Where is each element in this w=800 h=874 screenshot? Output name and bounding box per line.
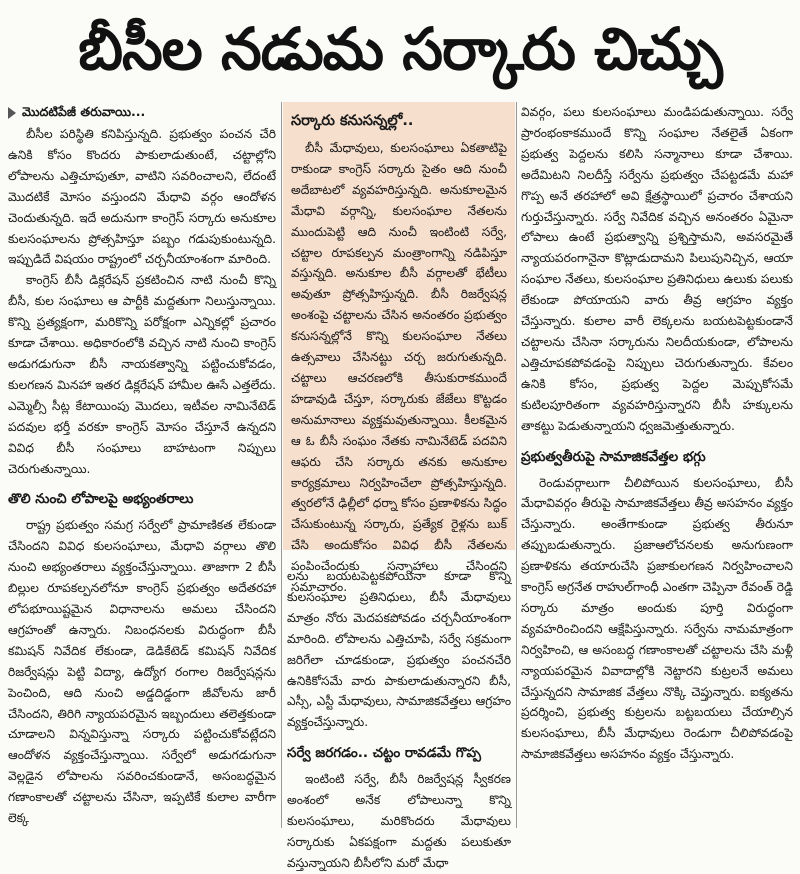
- headline: బీసీల నడుమ సర్కారు చిచ్చు: [78, 15, 722, 83]
- paragraph: వివర్గం, పలు కులసంఘాలు మండిపడుతున్నాయి. సర్వే ప్రారంభంకాకముందే కొన్ని సంఘాల నేతలైతే ఏకంగా ప్రభుత్వ పెద్దలను కలిసి సన్మానాలు కూడా చేశాయి. అదేమిటని నిలదీస్తే సర్వేను ప్రభుత్వం చేపట్టడమే మహా గొప్ప అనే తరహాలో అవి క్షేత్రస్థాయిలో ప్రచారం చేశాయని గుర్తుచేస్తున్నారు. సర్వే నివేదిక వచ్చిన అనంతరం ఏమైనా లోపాలు ఉంటే ప్రభుత్వాన్ని ప్రశ్నిస్తామని, అవసరమైతే న్యాయపరంగానైనా కొట్లాడుదామని పిలుపునిచ్చిన, ఆయా సంఘాల నేతలు, కులసంఘాల ప్రతినిధులు ఉలుకు పలుకు లేకుండా పోయాయని వారు తీవ్ర ఆగ్రహం వ్యక్తం చేస్తున్నారు. కులాల వారీ లెక్కలను బయటపెట్టకుండానే చట్టాలను చేసినా సర్కారును నిలదీయకుండా, లోపాలను ఎత్తిచూపకపోవడంపై నిప్పులు చెరుగుతున్నారు. కేవలం ఉనికి కోసం, ప్రభుత్వ పెద్దల మెప్పుకోసమే కుటిలపూరితంగా వ్యవహరిస్తున్నారని బీసీ హక్కులను తాకట్టు పెడుతున్నాయని ధ్వజమెత్తుతున్నారు.: [521, 105, 793, 433]
- paragraph: కాంగ్రెస్ బీసీ డిక్లరేషన్ ప్రకటించిన నాటి నుంచీ కొన్ని బీసీ, కుల సంఘాలు ఆ పార్టీకి మద్దతుగా నిలుస్తున్నాయి. కొన్ని ప్రత్యక్షంగా, మరికొన్ని పరోక్షంగా ఎన్నికల్లో ప్రచారం కూడా చేశాయి. అధికారంలోకి వచ్చిన నాటి నుంచి కాంగ్రెస్ అడుగడుగునా బీసీ నాయకత్వాన్ని పట్టించుకోవడం, కులగణన మినహా ఇతర డిక్లరేషన్ హామీల ఊసే ఎత్తలేదు. ఎమ్మెల్సీ సీట్ల కేటాయింపు మొదలు, ఇటీవల నామినేటెడ్ పదవుల భర్తీ వరకూ కాంగ్రెస్ మోసం చేస్తూనే ఉన్నదని వివిధ బీసీ సంఘాలు బాహటంగా నిప్పులు చెరుగుతున్నాయి.: [8, 273, 276, 476]
- paragraph: రాష్ట్ర ప్రభుత్వం సమగ్ర సర్వేలో ప్రామాణికత లేకుండా చేసిందని వివిధ కులసంఘాలు, మేధావి వర్గాలు తొలి నుంచి అభ్యంతరాలు వ్యక్తంచేస్తున్నాయి. తాజాగా 2 బీసీ బిల్లుల రూపకల్పనలోనూ కాంగ్రెస్ ప్రభుత్వం అదేతరహా లోపభూయిష్టమైన విధానాలను అమలు చేసిందని ఆగ్రహంతో ఉన్నారు. నిబంధనలకు విరుద్ధంగా బీసీ కమిషన్ నివేదిక లేకుండా, డెడికేటెడ్ కమిషన్ నివేదిక రిజర్వేషన్లు పెట్టి విద్యా, ఉద్యోగ రంగాల రిజర్వేషన్లను పెంచింది, ఆది నుంచి అడ్డదిడ్డంగా జీవోలను జారీ చేసిందని, తిరిగి న్యాయపరమైన ఇబ్బందులు తలెత్తకుండా చూడాలని విన్నవిస్తున్నా సర్కారు పట్టించుకోవట్లేదని ఆందోళన వ్యక్తంచేస్తున్నాయి. సర్వేలో అడుగడుగునా వెల్లడైన లోపాలను సవరించకుండానే, అసంబద్ధమైన గణాంకాలతో చట్టాలను చేసినా, ఇప్పటికే కులాల వారీగా లెక్క: [8, 518, 276, 826]
- column-divider-left: [281, 102, 282, 828]
- paragraph: రెండువర్గాలుగా చీలిపోయిన కులసంఘాలు, బీసీ మేధావివర్గం తీరుపై సామాజికవేత్తలు తీవ్ర అసహనం వ్యక్తం చేస్తున్నారు. అంతేగాకుండా ప్రభుత్వ తీరునూ తప్పుబడుతున్నారు. ప్రజాఆలోచనలకు అనుగుణంగా ప్రణాళికను తయారుచేసి ప్రజాకులగణన నిర్వహించాలని కాంగ్రెస్ అగ్రనేత రాహుల్‌గాంధీ ఎంతగా చెప్పినా రేవంత్ రెడ్డి సర్కారు మాత్రం అందుకు పూర్తి విరుద్ధంగా వ్యవహరించిందని ఆక్షేపిస్తున్నారు. సర్వేను నామమాత్రంగా నిర్వహించి, ఆ అసంబద్ధ గణాంకాలతో చట్టాలను చేసి మళ్లీ న్యాయపరమైన వివాదాల్లోకి నెట్టారని కుట్రలనే అమలు చేస్తున్నదని సామాజిక వేత్తలు నొక్కి చెప్తున్నారు. ఐక్యతను ప్రదర్శించి, ప్రభుత్వ కుట్రలను బట్టబయలు చేయాల్సిన కులసంఘాలు, బీసీ మేధావులు రెండుగా చీలిపోవడంపై సామాజికవేత్తలు అసహనం వ్యక్తం చేస్తున్నారు.: [521, 475, 793, 762]
- paragraph: ఇంటింటి సర్వే, బీసీ రిజర్వేషన్ల స్వీకరణ అంశంలో అనేక లోపాలున్నా కొన్ని కులసంఘాలు, మరికొందరు మేధావులు సర్కారుకు ఏకపక్షంగా మద్దతు పలుకుతూ వస్తున్నాయని బీసీలోని మరో మేధా: [287, 772, 511, 870]
- subheading: ప్రభుత్వతీరుపై సామాజికవేత్తల భగ్గు: [521, 448, 706, 465]
- continuation-kicker: [8, 102, 276, 122]
- subheading: తొలి నుంచి లోపాలపై అభ్యంతరాలు: [8, 491, 194, 508]
- column-3: [521, 102, 793, 828]
- column-1: [8, 102, 276, 828]
- paragraph: బీసీల పరిస్థితి కనిపిస్తున్నది. ప్రభుత్వం పంచన చేరి ఉనికి కోసం కొందరు పాకులాడుతుంటే, చట్టాల్లోని లోపాలను ఎత్తిచూపుతూ, వాటిని సవరించాలని, లేదంటే మొదటికే మోసం వస్తుందని మేధావి వర్గం ఆందోళన చెందుతున్నది. ఇదే అదునుగా కాంగ్రెస్ సర్కారు అనుకూల కులసంఘాలను ప్రోత్సహిస్తూ పబ్బం గడుపుకుంటున్నది. ఇప్పుడిదే విషయం రాష్ట్రంలో చర్చనీయాంశంగా మారింది.: [8, 127, 276, 267]
- paragraph: లను బయటపెట్టకపోయినా కూడా కొన్ని కులసంఘాల ప్రతినిధులు, బీసీ మేధావులు మాత్రం నోరు మెదపకపోవడం చర్చనీయాంశంగా మారింది. లోపాలను ఎత్తిచూపి, సర్వే సక్రమంగా జరిగేలా చూడకుండా, ప్రభుత్వం పంచనచేరి ఉనికికోసమే వారు పాకులాడుతున్నారని బీసీ, ఎస్సీ, ఎస్టీ మేధావులు, సామాజికవేత్తలు ఆగ్రహం వ్యక్తంచేస్తున్నారు.: [287, 569, 511, 730]
- triangle-bullet-icon: [8, 107, 16, 119]
- column-2-lower: [287, 566, 511, 870]
- kicker-text: మొదటిపేజీ తరువాయి...: [22, 104, 146, 119]
- highlight-box: [283, 102, 515, 595]
- box-title: సర్కారు కనుసన్నల్లో..: [291, 113, 414, 129]
- box-paragraph: బీసీ మేధావులు, కులసంఘాలు ఏకతాటిపై రాకుండా కాంగ్రెస్ సర్కారు సైతం ఆది నుంచీ అదేబాటలో వ్యవహరిస్తున్నది. అనుకూలమైన మేధావి వర్గాన్ని, కులసంఘాల నేతలను ముందుపెట్టి ఆది నుంచీ ఇంటింటి సర్వే, చట్టాల రూపకల్పన మంత్రాంగాన్ని నడిపిస్తూ వస్తున్నది. అనుకూల బీసీ వర్గాలతో భేటీలు అవుతూ ప్రోత్సహిస్తున్నది. బీసీ రిజర్వేషన్ల అంశంపై చట్టాలను చేసిన అనంతరం ప్రభుత్వం కనుసన్నల్లోనే కొన్ని కులసంఘాల నేతలు ఉత్సవాలు చేసినట్టు చర్చ జరుగుతున్నది. చట్టాలు ఆచరణలోకి తీసుకురాకముందే హడావుడి చేస్తూ, సర్కారుకు జేజేలు కొట్టడం అనుమానాలు వ్యక్తమవుతున్నాయి. కీలకమైన ఆ ఓ బీసీ సంఘం నేతకు నామినేటెడ్ పదవిని ఆఫరు చేసి సర్కారు తనకు అనుకూల కార్యక్రమాలు నిర్వహించేలా ప్రోత్సహిస్తున్నది. త్వరలోనే ఢిల్లీలో ధర్నా కోసం ప్రణాళికను సిద్ధం చేసుకుంటున్న సర్కారు, ప్రత్యేక రైళ్లను బుక్ చేసి అందుకోసం వివిధ బీసీ నేతలను పంపించేందుకు సన్నాహాలు చేసిందని సమాచారం.: [291, 141, 507, 595]
- column-divider-right: [516, 102, 517, 828]
- subheading: సర్వే జరగడం.. చట్టం రావడమే గొప్ప: [287, 745, 481, 762]
